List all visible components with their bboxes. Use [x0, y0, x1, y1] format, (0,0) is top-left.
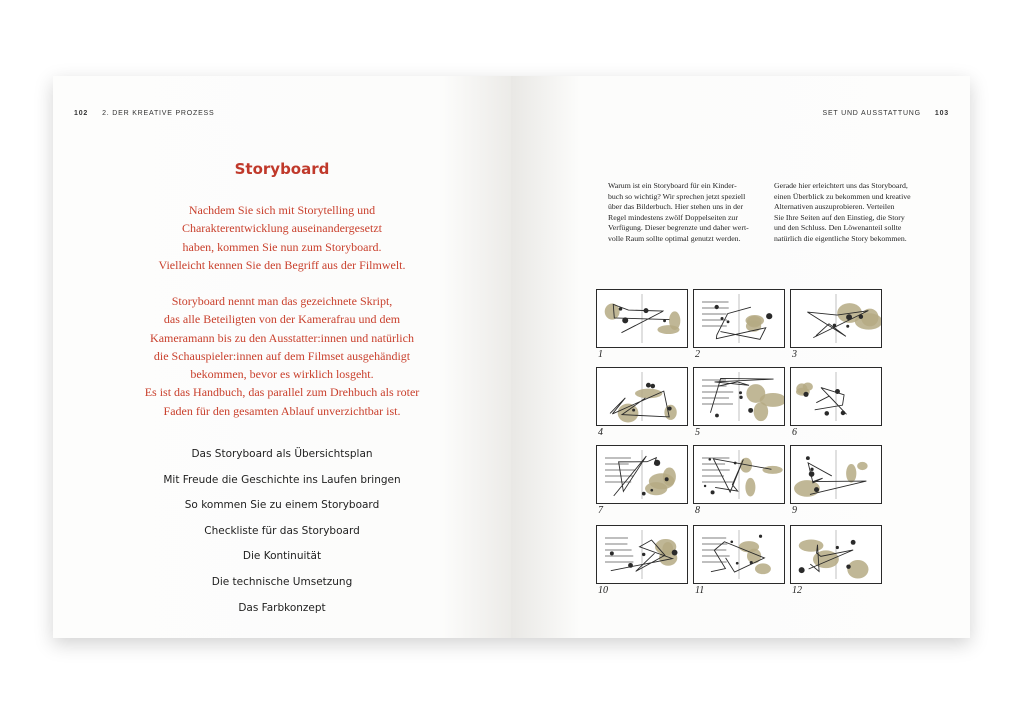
toc-item: Das Storyboard als Übersichtsplan: [191, 448, 373, 460]
intro-line: das alle Beteiligten von der Kamerafrau und dem: [163, 312, 401, 327]
intro-paragraph-2: [53, 292, 511, 420]
right-page-number: 103: [934, 110, 949, 117]
sketch-illustration: [694, 290, 784, 347]
intro-line: Nachdem Sie sich mit Storytelling und: [188, 203, 376, 217]
storyboard-frame: [596, 525, 688, 584]
sketch-illustration: [694, 368, 784, 425]
body-line: einen Überblick zu bekommen und kreative: [774, 191, 911, 201]
left-page-number: 102: [74, 110, 89, 117]
sketch-illustration: [791, 368, 881, 425]
sketch-illustration: [791, 526, 881, 583]
body-line: Regel mindestens zwölf Doppelseiten zur: [608, 212, 738, 222]
intro-line: Charakterentwicklung auseinandergesetzt: [181, 221, 383, 236]
sketch-illustration: [597, 526, 687, 583]
sketch-illustration: [791, 446, 881, 503]
storyboard-frame-number: 8: [695, 505, 700, 516]
book-spread: [53, 76, 970, 638]
intro-line: Es ist das Handbuch, das parallel zum Drehbuch als roter: [144, 385, 420, 400]
left-page: [53, 76, 511, 638]
storyboard-frame: [693, 367, 785, 426]
storyboard-grid: [591, 286, 931, 626]
body-line: Warum ist ein Storyboard für ein Kinder-: [608, 181, 737, 190]
storyboard-frame: [596, 289, 688, 348]
intro-line: Vielleicht kennen Sie den Begriff aus der Filmwelt.: [158, 257, 406, 272]
storyboard-frame-number: 10: [598, 585, 608, 596]
body-line: über das Bilderbuch. Hier stehen uns in der: [608, 202, 744, 212]
intro-line: haben, kommen Sie nun zum Storyboard.: [182, 239, 382, 254]
toc-item: Das Farbkonzept: [238, 601, 326, 614]
body-column-2: [774, 181, 924, 245]
storyboard-frame: [790, 367, 882, 426]
intro-line: Kameramann bis zu den Ausstatter:innen und natürlich: [150, 330, 414, 345]
storyboard-frame-number: 9: [792, 505, 797, 516]
left-section-title: 2. DER KREATIVE PROZESS: [102, 110, 215, 117]
storyboard-frame-number: 11: [695, 585, 705, 596]
storyboard-frame: [790, 525, 882, 584]
storyboard-frame-number: 3: [792, 349, 797, 360]
storyboard-frame-number: 1: [598, 349, 603, 360]
storyboard-frame: [693, 289, 785, 348]
body-line: Gerade hier erleichtert uns das Storyboard,: [774, 181, 908, 190]
right-section-title: SET UND AUSSTATTUNG: [822, 110, 921, 117]
right-running-header: [822, 110, 949, 117]
sketch-illustration: [694, 446, 784, 503]
body-line: natürlich die eigentliche Story bekommen.: [774, 233, 907, 243]
toc-item: Die technische Umsetzung: [211, 575, 353, 588]
storyboard-frame: [596, 367, 688, 426]
storyboard-frame: [693, 525, 785, 584]
sketch-illustration: [597, 368, 687, 425]
toc-item: Die Kontinuität: [242, 550, 322, 563]
intro-line: Faden für den gesamten Ablauf unverzichtbar ist.: [163, 403, 401, 418]
storyboard-frame: [596, 445, 688, 504]
intro-paragraph-1: [53, 201, 511, 274]
toc-item: Checkliste für das Storyboard: [204, 524, 360, 537]
sketch-illustration: [597, 446, 687, 503]
left-running-header: [74, 110, 215, 117]
storyboard-frame: [790, 445, 882, 504]
body-column-1: [608, 181, 758, 245]
storyboard-frame-number: 2: [695, 349, 700, 360]
storyboard-frame-number: 12: [792, 585, 802, 596]
sketch-illustration: [694, 526, 784, 583]
sketch-illustration: [791, 290, 881, 347]
storyboard-frame: [790, 289, 882, 348]
body-line: und den Schluss. Den Löwenanteil sollte: [774, 223, 902, 233]
toc-item: Mit Freude die Geschichte ins Laufen bringen: [163, 473, 401, 486]
right-page: [511, 76, 970, 638]
table-of-contents: [53, 442, 511, 621]
intro-line: Storyboard nennt man das gezeichnete Skript,: [171, 294, 393, 308]
toc-item: So kommen Sie zu einem Storyboard: [184, 499, 380, 512]
body-line: volle Raum sollte optimal genutzt werden.: [608, 233, 741, 243]
storyboard-frame-number: 5: [695, 427, 700, 438]
body-line: Verfügung. Dieser begrenzte und daher wert-: [608, 223, 749, 233]
storyboard-frame-number: 7: [598, 505, 603, 516]
intro-line: bekommen, bevor es wirklich losgeht.: [190, 367, 374, 382]
storyboard-frame: [693, 445, 785, 504]
intro-line: die Schauspieler:innen auf dem Filmset ausgehändigt: [153, 348, 411, 363]
chapter-title: Storyboard: [234, 160, 330, 178]
body-line: Alternativen auszuprobieren. Verteilen: [774, 202, 895, 212]
sketch-illustration: [597, 290, 687, 347]
storyboard-frame-number: 6: [792, 427, 797, 438]
storyboard-frame-number: 4: [598, 427, 603, 438]
body-line: buch so wichtig? Wir sprechen jetzt speziell: [608, 191, 746, 201]
body-line: Sie Ihre Seiten auf den Einstieg, die Story: [774, 212, 905, 222]
